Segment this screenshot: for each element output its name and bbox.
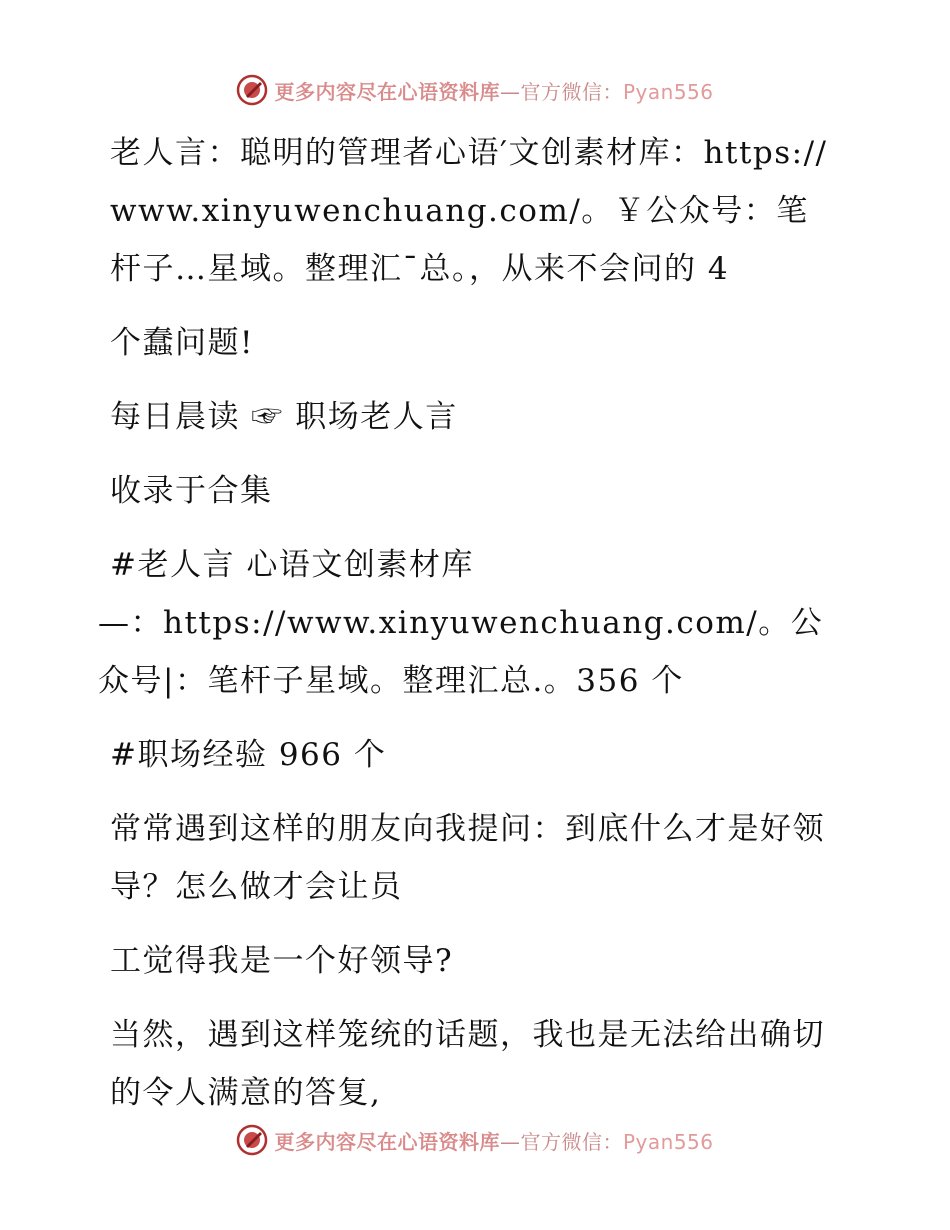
document-body bbox=[98, 124, 838, 1138]
paragraph: #老人言 心语文创素材库 bbox=[110, 547, 474, 583]
footer-banner bbox=[0, 1120, 950, 1160]
paragraph: 每日晨读 ☞ 职场老人言 bbox=[110, 399, 458, 435]
paragraph: 个蠢问题! bbox=[110, 325, 254, 361]
paragraph: 老人言：聪明的管理者心语′文创素材库：https://www.xinyuwenchuang.com/。￥公众号：笔杆子…星域。整理汇¯总。，从来不会问的 4 bbox=[110, 135, 828, 287]
paragraph: 当然，遇到这样笼统的话题，我也是无法给出确切的令人满意的答复, bbox=[110, 1017, 825, 1111]
paragraph: 收录于合集 bbox=[110, 473, 273, 509]
banner-text: 更多内容尽在心语资料库—官方微信：Pyan556 bbox=[274, 1129, 714, 1154]
brand-logo-icon bbox=[236, 1124, 268, 1156]
paragraph: 工觉得我是一个好领导? bbox=[110, 943, 454, 979]
header-banner bbox=[0, 70, 950, 110]
banner-text: 更多内容尽在心语资料库—官方微信：Pyan556 bbox=[274, 79, 714, 104]
paragraph: 常常遇到这样的朋友向我提问：到底什么才是好领导？怎么做才会让员 bbox=[110, 811, 825, 905]
paragraph: —：https://www.xinyuwenchuang.com/。公众号|：笔杆子星域。整理汇总.。356 个 bbox=[98, 605, 824, 699]
brand-logo-icon bbox=[236, 74, 268, 106]
paragraph: #职场经验 966 个 bbox=[110, 737, 387, 773]
